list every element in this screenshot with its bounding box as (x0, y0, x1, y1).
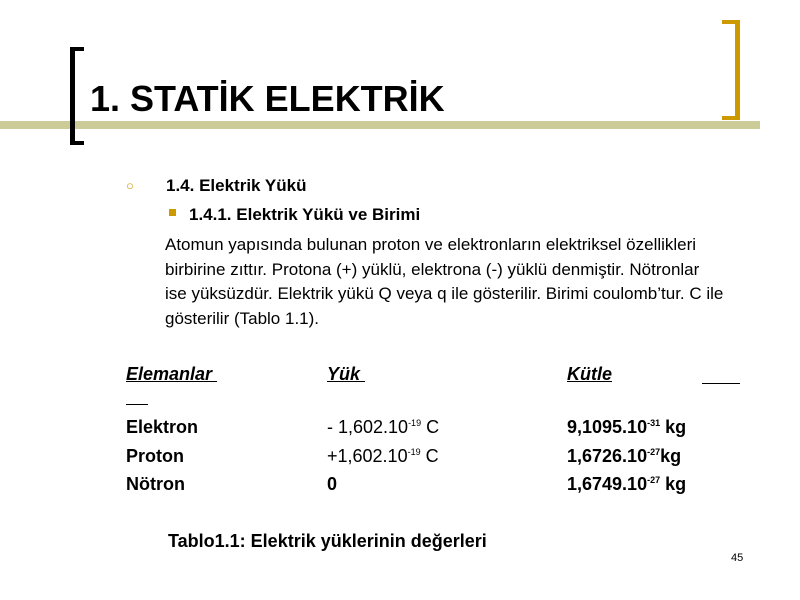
table-caption: Tablo1.1: Elektrik yüklerinin değerleri (168, 531, 487, 551)
row-name-elektron: Elektron (126, 417, 199, 437)
slide-title: 1. STATİK ELEKTRİK (90, 78, 445, 119)
row-mass-proton: $1,6726.10^{-27}kg$ (567, 446, 682, 466)
column-header-elemanlar: Elemanlar (126, 364, 213, 384)
header-rule-left (126, 404, 148, 405)
header-rule-right (702, 383, 740, 384)
page-number: 45 (731, 552, 744, 564)
row-charge-proton: $+1,602.10^{-19}$ C (327, 446, 439, 466)
row-mass-elektron: $9,1095.10^{-31}$ kg (567, 417, 687, 437)
square-bullet-icon (169, 209, 176, 216)
right-bracket-decoration (722, 20, 740, 120)
title-underline-bar (0, 121, 760, 129)
left-bracket-decoration (70, 47, 84, 145)
column-header-kutle: Kütle (567, 364, 612, 384)
row-name-notron: Nötron (126, 474, 185, 494)
subsection-heading: 1.4.1. Elektrik Yükü ve Birimi (189, 205, 421, 224)
column-header-yuk: Yük (327, 364, 361, 384)
body-paragraph: Atomun yapısında bulunan proton ve elektronların elektriksel özellikleri birbirine zıttır. Protona (+) yüklü, elektrona (-) yüklü denmiştir. Nötronlar ise yüksüzdür. Elektrik yükü Q veya q ile gösterilir. Birimi coulomb’tur. C ile gösterilir (Tablo 1.1). (165, 235, 724, 328)
circle-bullet-icon: ○ (126, 178, 134, 193)
section-heading: 1.4. Elektrik Yükü (166, 176, 307, 195)
row-charge-elektron: - $1,602.10^{-19}$ C (327, 417, 440, 437)
row-charge-notron: 0 (327, 474, 338, 494)
row-mass-notron: $1,6749.10^{-27}$ kg (567, 474, 687, 494)
row-name-proton: Proton (126, 446, 184, 466)
